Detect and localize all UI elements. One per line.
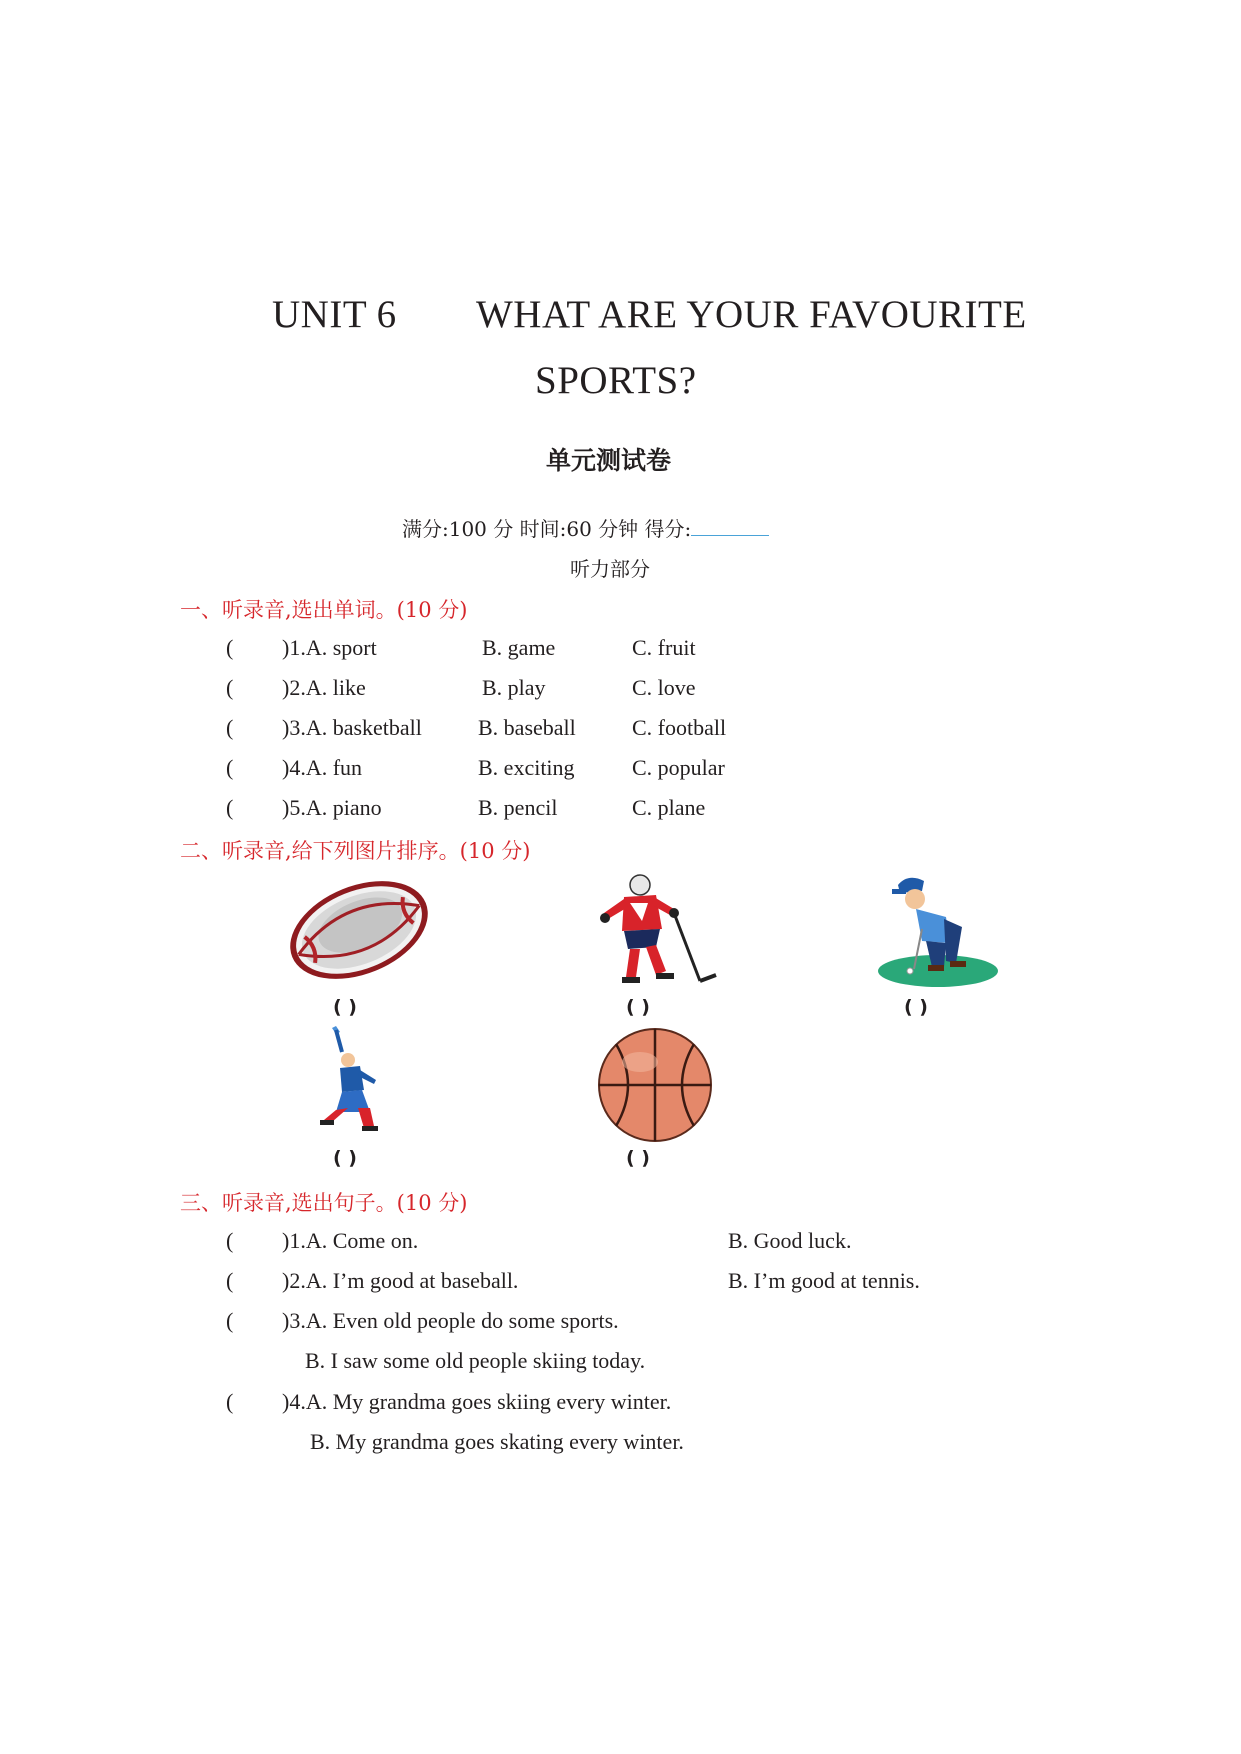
page-subtitle: 单元测试卷 [546,446,672,475]
picture-answer-paren[interactable]: ( ) [333,996,357,1018]
option-b: B. baseball [478,715,576,740]
page-title-line1: WHAT ARE YOUR FAVOURITE [476,293,1027,336]
answer-paren[interactable]: ( [226,1268,234,1293]
rugby-ball-icon [284,870,434,990]
option-a: )3.A. basketball [282,715,422,740]
golfer-icon [870,873,1000,993]
option-a: )1.A. sport [282,635,377,660]
section2-heading: 二、听录音,给下列图片排序。(10 分) [180,839,531,863]
option-a: )4.A. fun [282,755,363,780]
basketball-icon [596,1026,714,1144]
option-a: )3.A. Even old people do some sports. [282,1308,619,1333]
answer-paren[interactable]: ( [226,635,234,660]
section3-heading: 三、听录音,选出句子。(10 分) [180,1191,468,1215]
answer-paren[interactable]: ( [226,795,234,820]
answer-paren[interactable]: ( [226,1308,234,1333]
picture-answer-paren[interactable]: ( ) [626,1147,650,1169]
option-b: B. pencil [478,795,558,820]
section1-heading: 一、听录音,选出单词。(10 分) [180,598,468,622]
option-c: C. fruit [632,635,696,660]
option-b: B. I’m good at tennis. [728,1268,920,1293]
answer-paren[interactable]: ( [226,1389,234,1414]
option-c: C. plane [632,795,706,820]
unit-number: UNIT 6 [272,293,397,336]
score-info-text: 满分:100 分 时间:60 分钟 得分: [402,517,692,541]
answer-paren[interactable]: ( [226,715,234,740]
option-b: B. play [482,675,546,700]
option-a: )2.A. I’m good at baseball. [282,1268,519,1293]
option-c: C. popular [632,755,725,780]
option-b: B. game [482,635,556,660]
part-label: 听力部分 [570,557,650,581]
option-b: B. My grandma goes skating every winter. [310,1429,684,1454]
ice-hockey-player-icon [590,873,720,993]
option-a: )4.A. My grandma goes skiing every winter. [282,1389,672,1414]
option-a: )1.A. Come on. [282,1228,419,1253]
picture-answer-paren[interactable]: ( ) [626,996,650,1018]
option-c: C. love [632,675,696,700]
answer-paren[interactable]: ( [226,755,234,780]
picture-answer-paren[interactable]: ( ) [333,1147,357,1169]
answer-paren[interactable]: ( [226,675,234,700]
score-blank[interactable] [691,517,769,536]
kung-fu-icon [318,1022,398,1142]
option-b: B. exciting [478,755,575,780]
option-c: C. football [632,715,727,740]
option-b: B. Good luck. [728,1228,852,1253]
answer-paren[interactable]: ( [226,1228,234,1253]
option-b: B. I saw some old people skiing today. [305,1348,646,1373]
picture-answer-paren[interactable]: ( ) [904,996,928,1018]
option-a: )5.A. piano [282,795,382,820]
score-info [402,513,769,542]
page-title-line2: SPORTS? [535,359,697,402]
option-a: )2.A. like [282,675,366,700]
